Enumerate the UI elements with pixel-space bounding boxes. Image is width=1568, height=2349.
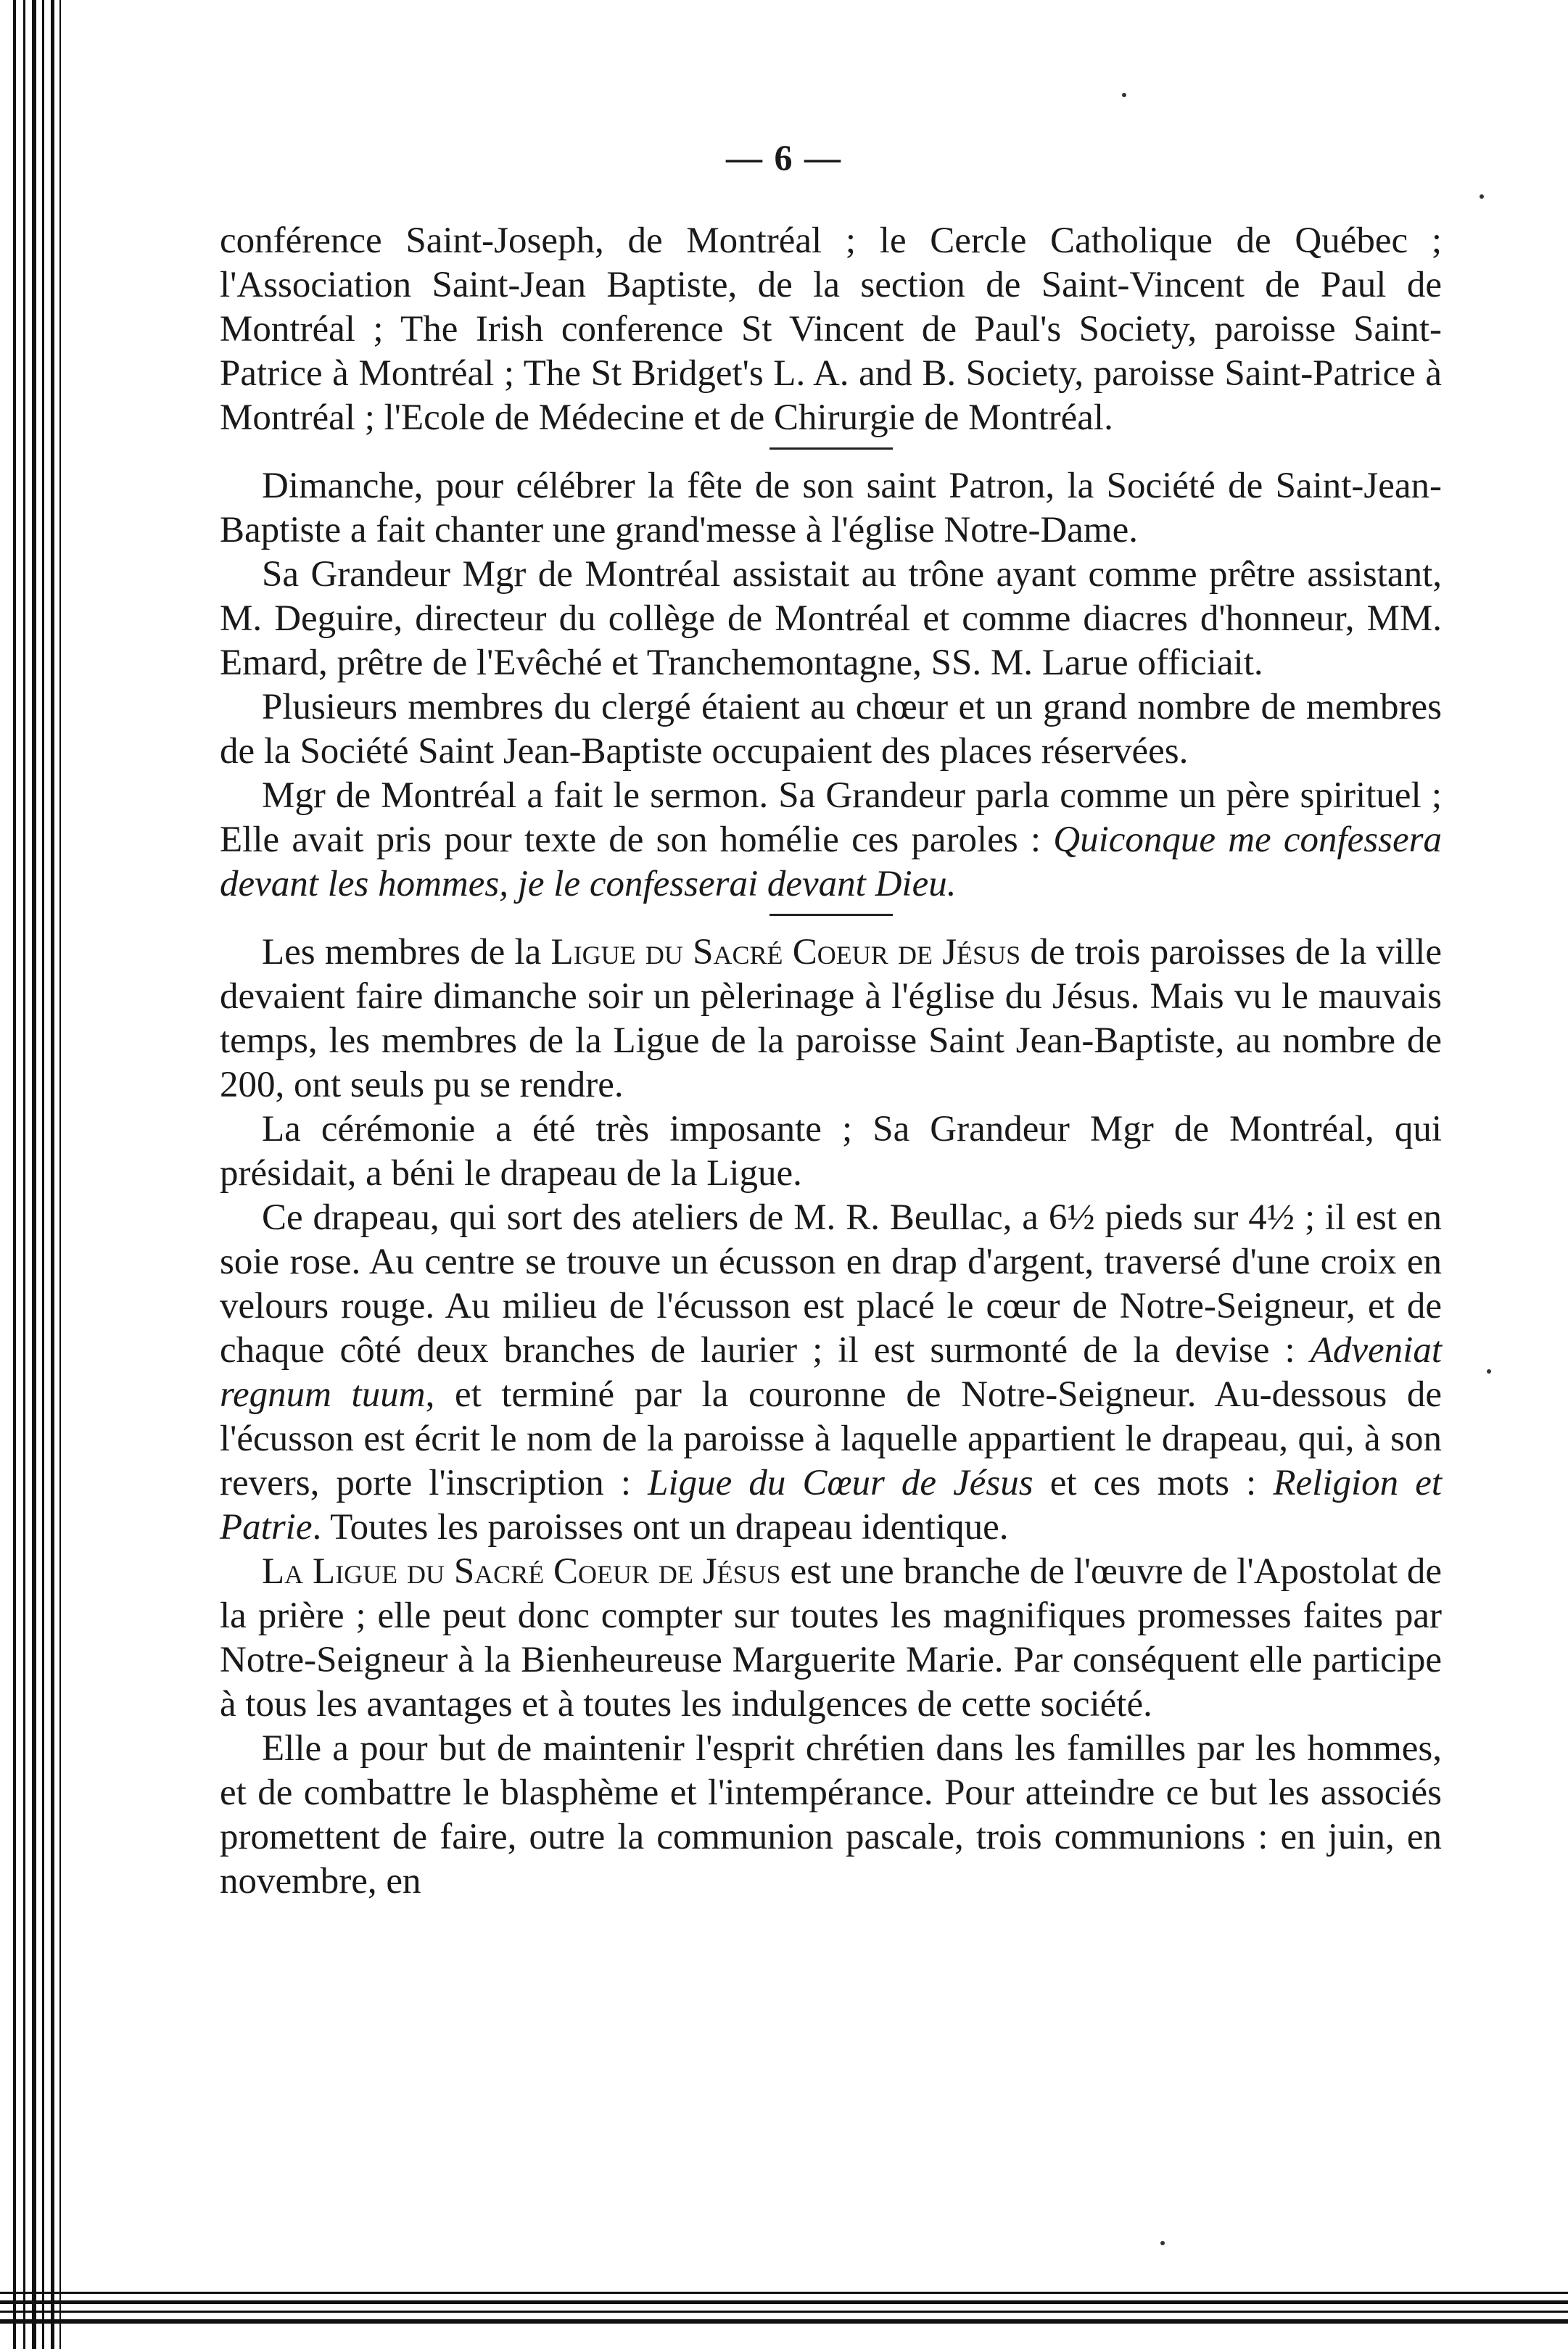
section-divider bbox=[769, 914, 893, 916]
paragraph-10: Elle a pour but de maintenir l'esprit chrétien dans les familles par les hommes, et de combattre le blasphème et l'intempérance. Pour atteindre ce but les associés promettent de faire, outre la communion pascale, trois communions : en juin, en novembre, en bbox=[220, 1728, 1442, 1902]
paragraph-1: conférence Saint-Joseph, de Montréal ; le Cercle Catholique de Québec ; l'Association Saint-Jean Baptiste, de la section de Saint-Vincent de Paul de Montréal ; The Irish conference St Vincent de Paul's Society, paroisse Saint-Patrice à Montréal ; The St Bridget's L. A. and B. Society, paroisse Saint-Patrice à Montréal ; l'Ecole de Médecine et de Chirurgie de Montréal. bbox=[220, 220, 1442, 438]
paragraph-9: La Ligue du Sacré Coeur de Jésus est une branche de l'œuvre de l'Apostolat de la prière ; elle peut donc compter sur toutes les magnifiques promesses faites par Notre-Seigneur à la Bienheureuse Marguerite Marie. Par conséquent elle participe à tous les avantages et à toutes les indulgences de cette société. bbox=[220, 1551, 1442, 1725]
paragraph-3: Sa Grandeur Mgr de Montréal assistait au trône ayant comme prêtre assistant, M. Deguire, directeur du collège de Montréal et comme diacres d'honneur, MM. Emard, prêtre de l'Evêché et Tranchemontagne, SS. M. Larue officiait. bbox=[220, 554, 1442, 683]
paper-speck bbox=[1480, 194, 1484, 199]
league-name: Ligue du Sacré Coeur de Jésus bbox=[550, 932, 1021, 973]
page-number: — 6 — bbox=[726, 137, 842, 178]
paragraph-2: Dimanche, pour célébrer la fête de son saint Patron, la Société de Saint-Jean-Baptiste a fait chanter une grand'messe à l'église Notre-Dame. bbox=[220, 466, 1442, 550]
paragraph-6: Les membres de la Ligue du Sacré Coeur de Jésus de trois paroisses de la ville devaient faire dimanche soir un pèlerinage à l'église du Jésus. Mais vu le mauvais temps, les membres de la Ligue de la paroisse Saint Jean-Baptiste, au nombre de 200, ont seuls pu se rendre. bbox=[220, 932, 1442, 1105]
quoted-scripture: Quiconque me confessera devant les hommes, je le confesserai devant Dieu. bbox=[220, 820, 1442, 904]
words-motto: Religion et Patrie bbox=[220, 1463, 1442, 1548]
body-text bbox=[220, 219, 1442, 1904]
paragraph-7: La cérémonie a été très imposante ; Sa Grandeur Mgr de Montréal, qui présidait, a béni le drapeau de la Ligue. bbox=[220, 1109, 1442, 1194]
binding-shadow-bottom bbox=[0, 2292, 1568, 2328]
paragraph-5: Mgr de Montréal a fait le sermon. Sa Grandeur parla comme un père spirituel ; Elle avait pris pour texte de son homélie ces paroles : Quiconque me confessera devant les hommes, je le confesserai devant Dieu. bbox=[220, 775, 1442, 904]
paper-speck bbox=[1160, 2241, 1165, 2245]
inscription: Ligue du Cœur de Jésus bbox=[648, 1463, 1033, 1503]
league-name: La Ligue du Sacré Coeur de Jésus bbox=[262, 1551, 781, 1592]
motto: Adveniat regnum tuum bbox=[220, 1330, 1442, 1415]
paper-speck bbox=[1122, 93, 1126, 97]
paper-speck bbox=[1487, 1369, 1491, 1374]
binding-shadow-left bbox=[13, 0, 64, 2349]
paragraph-8: Ce drapeau, qui sort des ateliers de M. R. Beullac, a 6½ pieds sur 4½ ; il est en soie rose. Au centre se trouve un écusson en drap d'argent, traversé d'une croix en velours rouge. Au milieu de l'écusson est placé le cœur de Notre-Seigneur, et de chaque côté deux branches de laurier ; il est surmonté de la devise : Adveniat regnum tuum, et terminé par la couronne de Notre-Seigneur. Au-dessous de l'écusson est écrit le nom de la paroisse à laquelle appartient le drapeau, qui, à son revers, porte l'inscription : Ligue du Cœur de Jésus et ces mots : Religion et Patrie. Toutes les paroisses ont un drapeau identique. bbox=[220, 1197, 1443, 1548]
paragraph-4: Plusieurs membres du clergé étaient au chœur et un grand nombre de membres de la Société Saint Jean-Baptiste occupaient des places réservées. bbox=[220, 687, 1442, 772]
section-divider bbox=[769, 447, 893, 450]
